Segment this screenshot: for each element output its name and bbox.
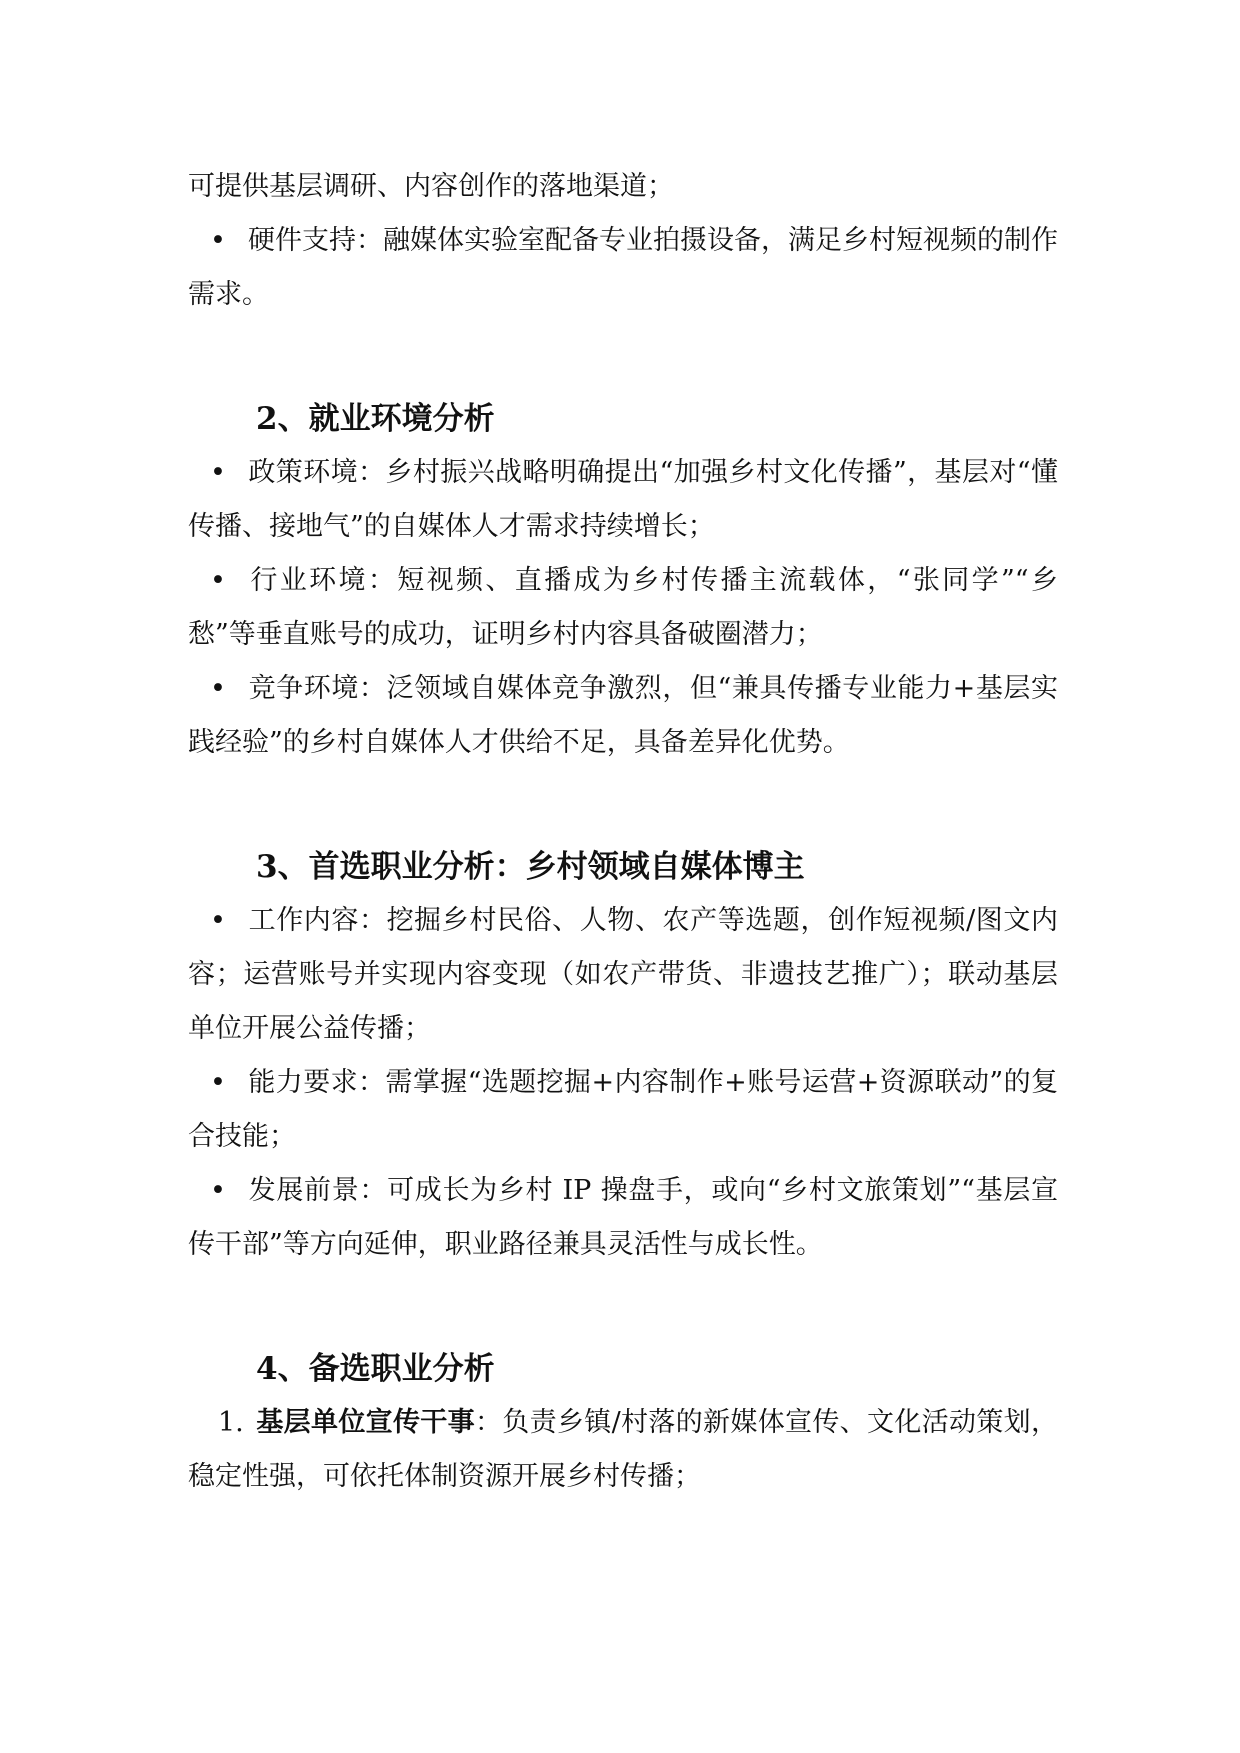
bullet-marker: • xyxy=(210,905,226,936)
document-page xyxy=(188,160,1058,1504)
item-title: 基层单位宣传干事 xyxy=(256,1407,475,1438)
bullet-ability xyxy=(188,1056,1058,1164)
bullet-marker: • xyxy=(210,1175,226,1206)
bullet-marker: • xyxy=(210,565,226,596)
section2-heading: 2、就业环境分析 xyxy=(256,401,495,437)
bullet-text: 发展前景：可成长为乡村 IP 操盘手，或向“乡村文旅策划”“基层宣传干部”等方向延伸，职业路径兼具灵活性与成长性。 xyxy=(188,1175,1058,1260)
bullet-text: 政策环境：乡村振兴战略明确提出“加强乡村文化传播”，基层对“懂传播、接地气”的自媒体人才需求持续增长； xyxy=(188,457,1058,542)
bullet-text: 行业环境：短视频、直播成为乡村传播主流载体，“张同学”“乡愁”等垂直账号的成功，证明乡村内容具备破圈潜力； xyxy=(188,565,1058,650)
bullet-marker: • xyxy=(210,457,226,488)
bullet-industry xyxy=(188,554,1058,662)
section4-heading: 4、备选职业分析 xyxy=(256,1351,495,1387)
bullet-work-content xyxy=(188,894,1058,1056)
item-number: 1. xyxy=(218,1407,244,1438)
bullet-policy xyxy=(188,446,1058,554)
bullet-marker: • xyxy=(210,1067,226,1098)
bullet-hardware xyxy=(188,214,1058,322)
bullet-prospect xyxy=(188,1164,1058,1272)
bullet-marker: • xyxy=(210,225,226,256)
section3-heading: 3、首选职业分析：乡村领域自媒体博主 xyxy=(256,849,805,885)
bullet-text: 能力要求：需掌握“选题挖掘+内容制作+账号运营+资源联动”的复合技能； xyxy=(188,1067,1058,1152)
bullet-text: 工作内容：挖掘乡村民俗、人物、农产等选题，创作短视频/图文内容；运营账号并实现内容变现（如农产带货、非遗技艺推广）；联动基层单位开展公益传播； xyxy=(188,905,1058,1044)
bullet-marker: • xyxy=(210,673,226,704)
item-text: ：负责乡镇/村落的新媒体宣传、文化活动策划，稳定性强，可依托体制资源开展乡村传播； xyxy=(188,1407,1058,1492)
numbered-item-1 xyxy=(188,1396,1058,1504)
bullet-text: 硬件支持：融媒体实验室配备专业拍摄设备，满足乡村短视频的制作需求。 xyxy=(188,225,1058,310)
intro-continuation: 可提供基层调研、内容创作的落地渠道； xyxy=(188,171,674,202)
bullet-text: 竞争环境：泛领域自媒体竞争激烈，但“兼具传播专业能力+基层实践经验”的乡村自媒体人才供给不足，具备差异化优势。 xyxy=(188,673,1058,758)
bullet-competition xyxy=(188,662,1058,770)
